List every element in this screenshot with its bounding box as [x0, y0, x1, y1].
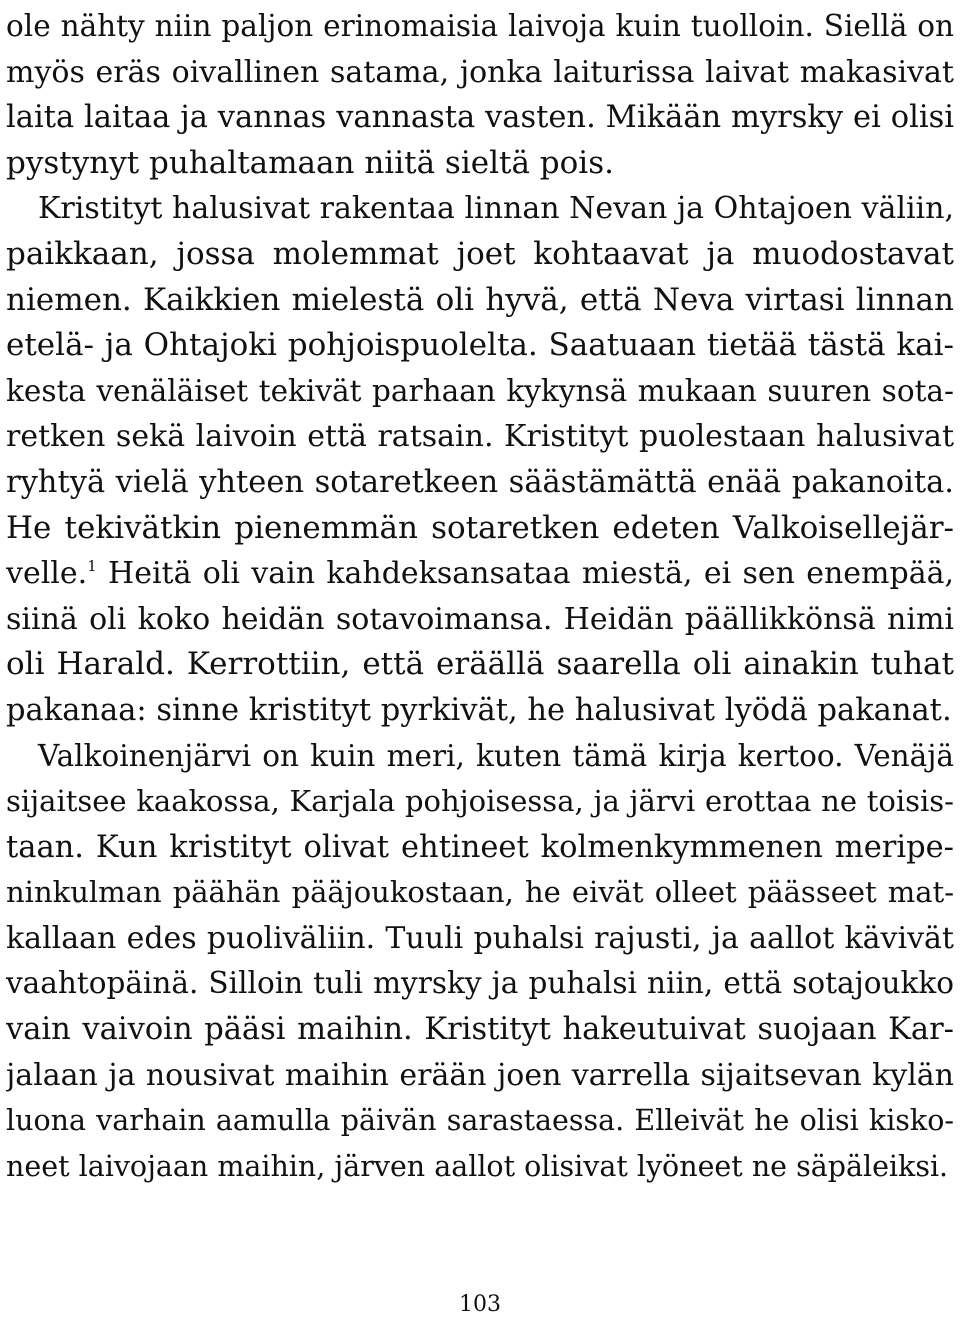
text-line: paikkaan, jossa molemmat joet kohtaavat ja muodostavat — [6, 235, 954, 272]
text-line: siinä oli koko heidän sotavoimansa. Heidän päällikkönsä nimi — [6, 601, 954, 637]
text-line: ninkulman päähän pääjoukostaan, he eivät olleet päässeet mat- — [6, 875, 954, 910]
text-line: ole nähty niin paljon erinomaisia laivoja kuin tuolloin. Siellä on — [6, 9, 954, 43]
text-fragment: Heitä oli vain kahdeksansataa miestä, ei sen enempää, — [108, 556, 954, 592]
text-line: oli Harald. Kerrottiin, että eräällä saarella oli ainakin tuhat — [6, 646, 954, 683]
text-line: vain vaivoin pääsi maihin. Kristityt hakeutuivat suojaan Kar- — [6, 1012, 954, 1048]
text-line: Kristityt halusivat rakentaa linnan Nevan ja Ohtajoen väliin, — [38, 191, 954, 227]
text-fragment: velle. — [6, 556, 88, 592]
text-line: luona varhain aamulla päivän sarastaessa. Elleivät he olisi kisko- — [6, 1104, 954, 1138]
text-line: vaahtopäinä. Silloin tuli myrsky ja puhalsi niin, että sotajoukko — [6, 966, 954, 1001]
text-line: ryhtyä vielä yhteen sotaretkeen säästämättä enää pakanoita. — [6, 464, 954, 500]
text-line: pakanaa: sinne kristityt pyrkivät, he halusivat lyödä pakanat. — [6, 692, 952, 728]
text-line: pystynyt puhaltamaan niitä sieltä pois. — [6, 144, 614, 181]
page-number: 103 — [459, 1292, 501, 1317]
text-line: laita laitaa ja vannas vannasta vasten. Mikään myrsky ei olisi — [6, 100, 954, 136]
text-line: myös eräs oivallinen satama, jonka laiturissa laivat makasivat — [6, 54, 954, 90]
body-text — [6, 4, 954, 1189]
text-line: niemen. Kaikkien mielestä oli hyvä, että Neva virtasi linnan — [6, 281, 954, 318]
text-line: taan. Kun kristityt olivat ehtineet kolmenkymmenen meripe- — [6, 829, 954, 865]
text-line: Valkoinenjärvi on kuin meri, kuten tämä kirja kertoo. Venäjä — [38, 738, 954, 773]
text-line: kallaan edes puoliväliin. Tuuli puhalsi rajusti, ja aallot kävivät — [6, 920, 954, 956]
text-line: sijaitsee kaakossa, Karjala pohjoisessa, ja järvi erottaa ne toisis- — [6, 784, 954, 819]
text-line: neet laivojaan maihin, järven aallot olisivat lyöneet ne säpäleiksi. — [6, 1149, 949, 1183]
text-line: He tekivätkin pienemmän sotaretken edeten Valkoisellejär- — [6, 509, 954, 546]
footnote-marker: 1 — [87, 557, 97, 576]
text-line: kesta venäläiset tekivät parhaan kykynsä mukaan suuren sota- — [6, 373, 954, 408]
text-line — [6, 551, 954, 597]
text-line: retken sekä laivoin että ratsain. Kristityt puolestaan halusivat — [6, 419, 954, 455]
text-line: jalaan ja nousivat maihin erään joen varrella sijaitsevan kylän — [6, 1057, 954, 1093]
text-line: etelä- ja Ohtajoki pohjoispuolelta. Saatuaan tietää tästä kai- — [6, 327, 954, 364]
